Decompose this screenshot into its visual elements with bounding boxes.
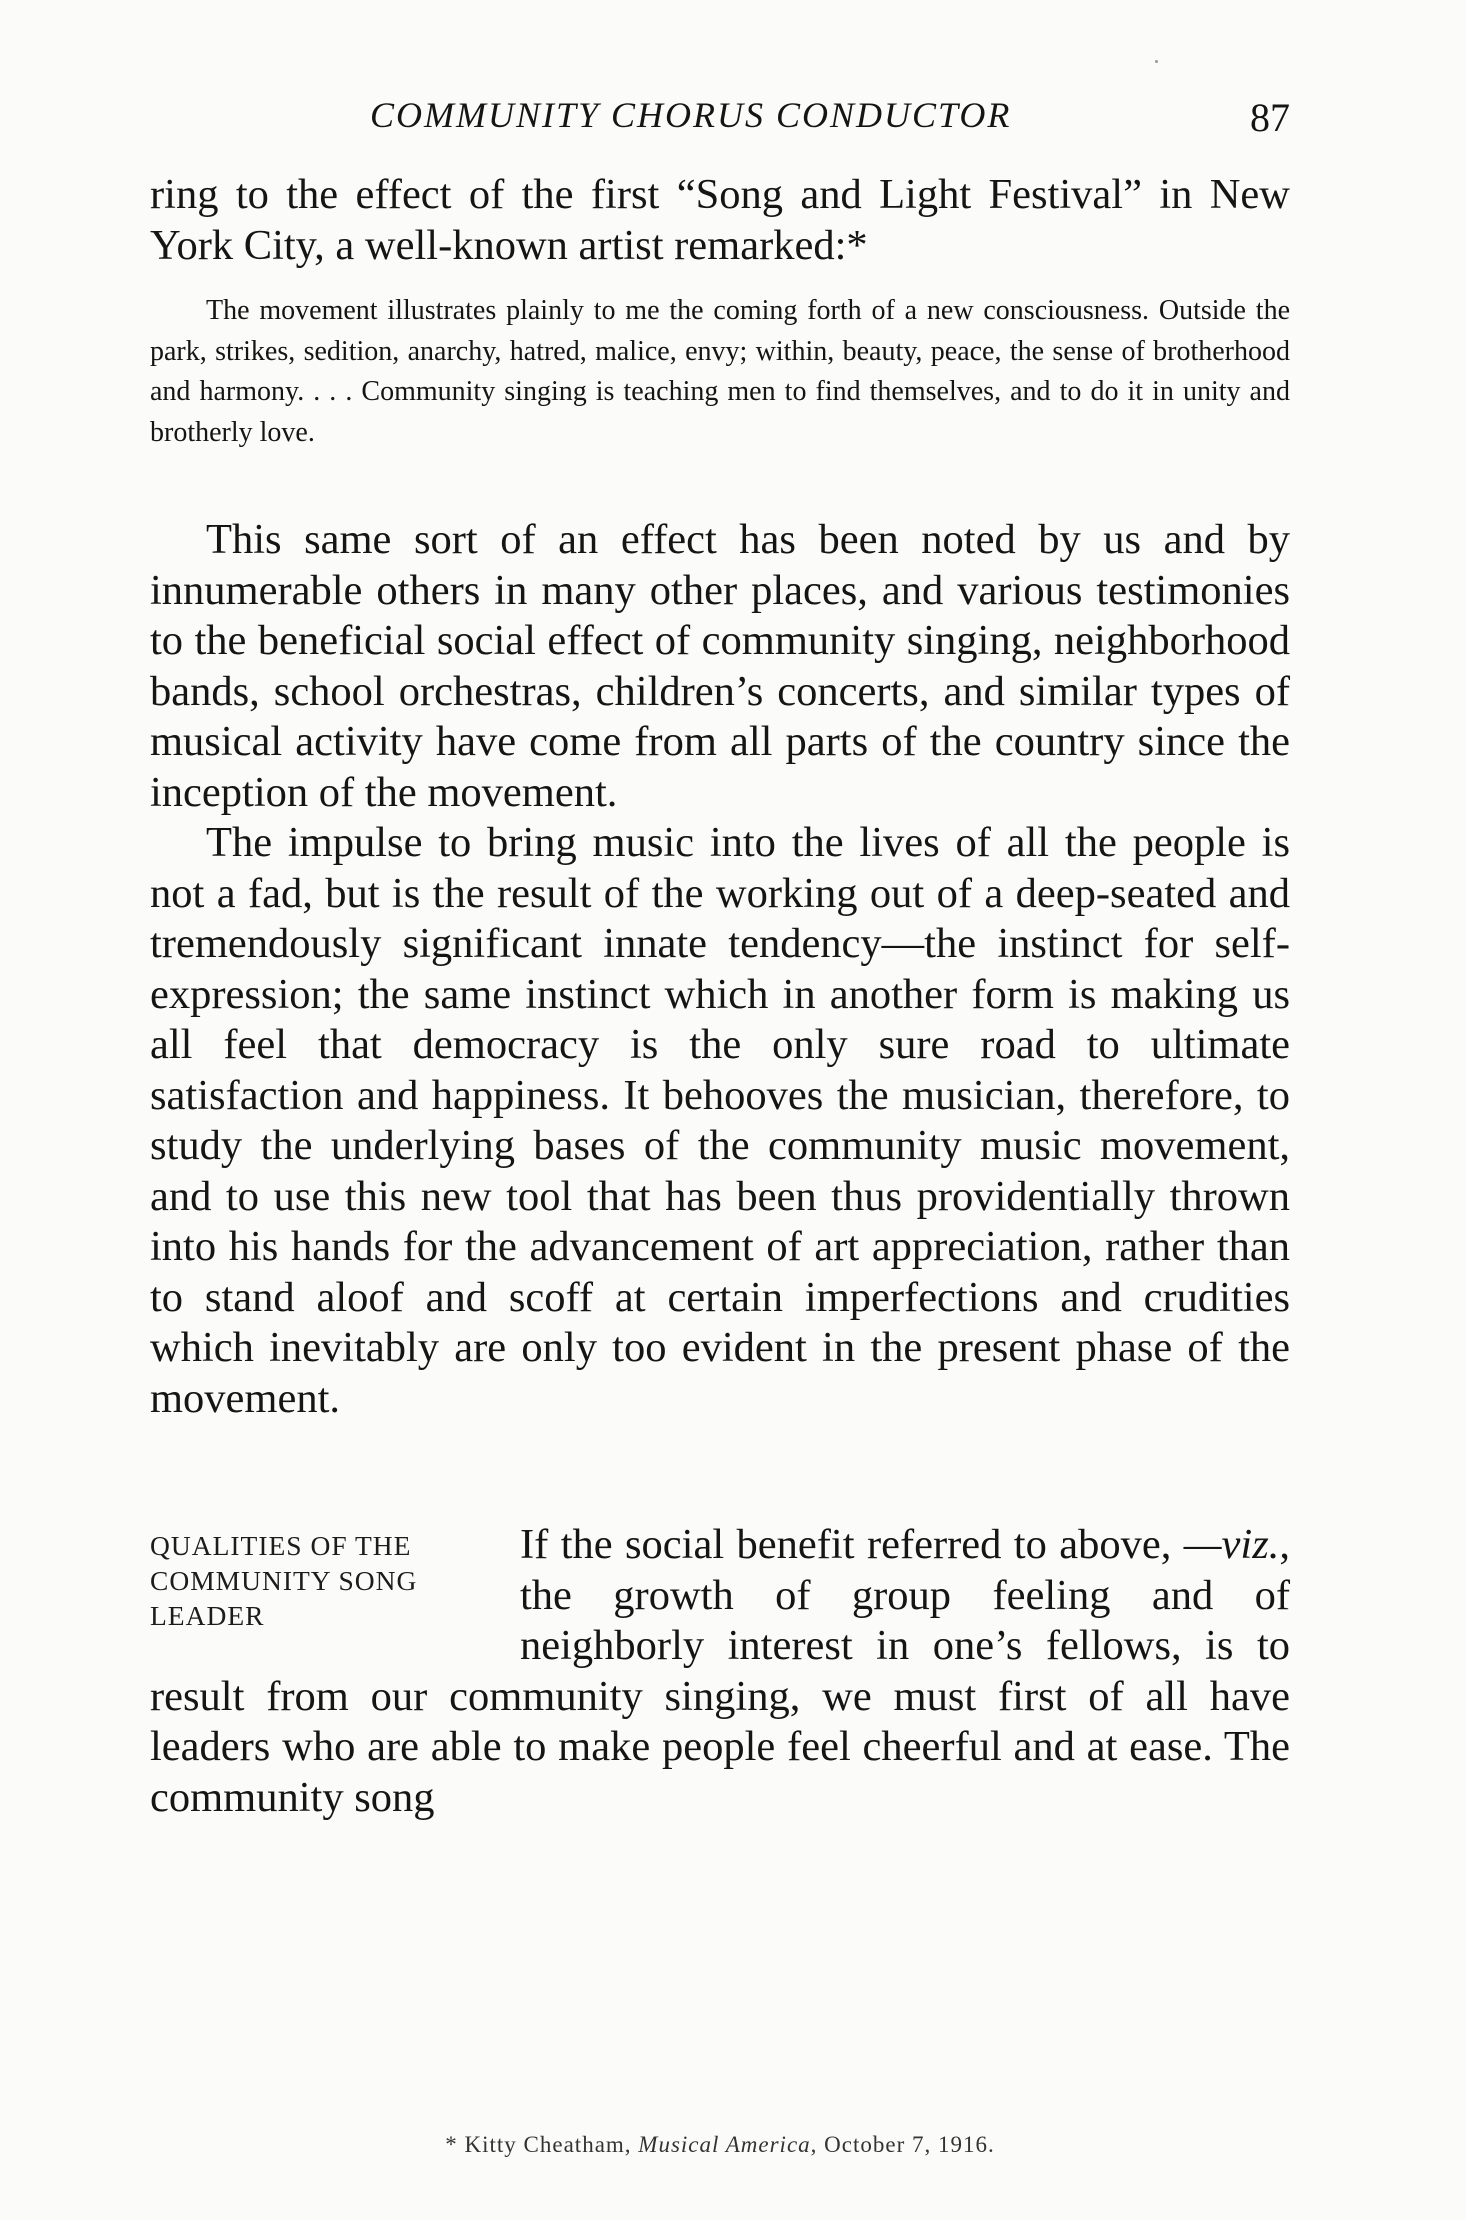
side-heading bbox=[150, 1528, 520, 1633]
paragraph-3: The impulse to bring music into the lives of all the people is not a fad, but is the result of the working out of a deep-seated and tremendously significant innate tendency—the instinct for self-expression; the same instinct which in another form is making us all feel that democracy is the only sure road to ultimate satisfaction and happiness. It behooves the musician, therefore, to study the underlying bases of the community music movement, and to use this new tool that has been thus providentially thrown into his hands for the advancement of art appreciation, rather than to stand aloof and scoff at certain imperfections and crudities which inevitably are only too evident in the present phase of the movement. bbox=[150, 819, 1290, 1422]
page-header bbox=[150, 88, 1290, 148]
running-title: COMMUNITY CHORUS CONDUCTOR bbox=[370, 95, 1012, 135]
footnote-publication: Musical America bbox=[638, 2132, 811, 2157]
page-body bbox=[150, 170, 1290, 1823]
viz-italic: —viz. bbox=[1183, 1521, 1280, 1568]
section-lead: If the social benefit referred to above, bbox=[520, 1521, 1184, 1568]
footnote-author: Kitty Cheatham, bbox=[464, 2132, 639, 2157]
side-heading-line: LEADER bbox=[150, 1600, 265, 1631]
stray-mark bbox=[1155, 60, 1158, 63]
footnote bbox=[150, 2132, 1290, 2158]
paragraph-2: This same sort of an effect has been noted by us and by innumerable others in many other places, and various testimonies to the beneficial social effect of community singing, neighborhood bands, school orchestras, children’s concerts, and similar types of musical activity have come from all parts of the country since the inception of the movement. bbox=[150, 516, 1290, 816]
side-heading-line: COMMUNITY SONG bbox=[150, 1565, 418, 1596]
intro-paragraph: ring to the effect of the first “Song and Light Festival” in New York City, a well-known artist remarked:* bbox=[150, 171, 1290, 269]
footnote-date: , October 7, 1916. bbox=[810, 2132, 995, 2157]
section-rest: , the growth of group feeling and of neighborly interest in one’s fellows, is to result from our community singing, we must first of all have leaders who are able to make people feel cheerful and at ease. The community song bbox=[150, 1521, 1290, 1821]
page-number: 87 bbox=[1250, 95, 1290, 140]
section-qualities bbox=[150, 1520, 1290, 1823]
block-quote bbox=[150, 291, 1290, 453]
side-heading-line: QUALITIES OF THE bbox=[150, 1530, 412, 1561]
quote-text: The movement illustrates plainly to me the coming forth of a new consciousness. Outside the park, strikes, sedition, anarchy, hatred, malice, envy; within, beauty, peace, the sense of brotherhood and harmony. . . . Community singing is teaching men to find themselves, and to do it in unity and brotherly love. bbox=[150, 295, 1290, 448]
footnote-marker: * bbox=[445, 2132, 465, 2157]
